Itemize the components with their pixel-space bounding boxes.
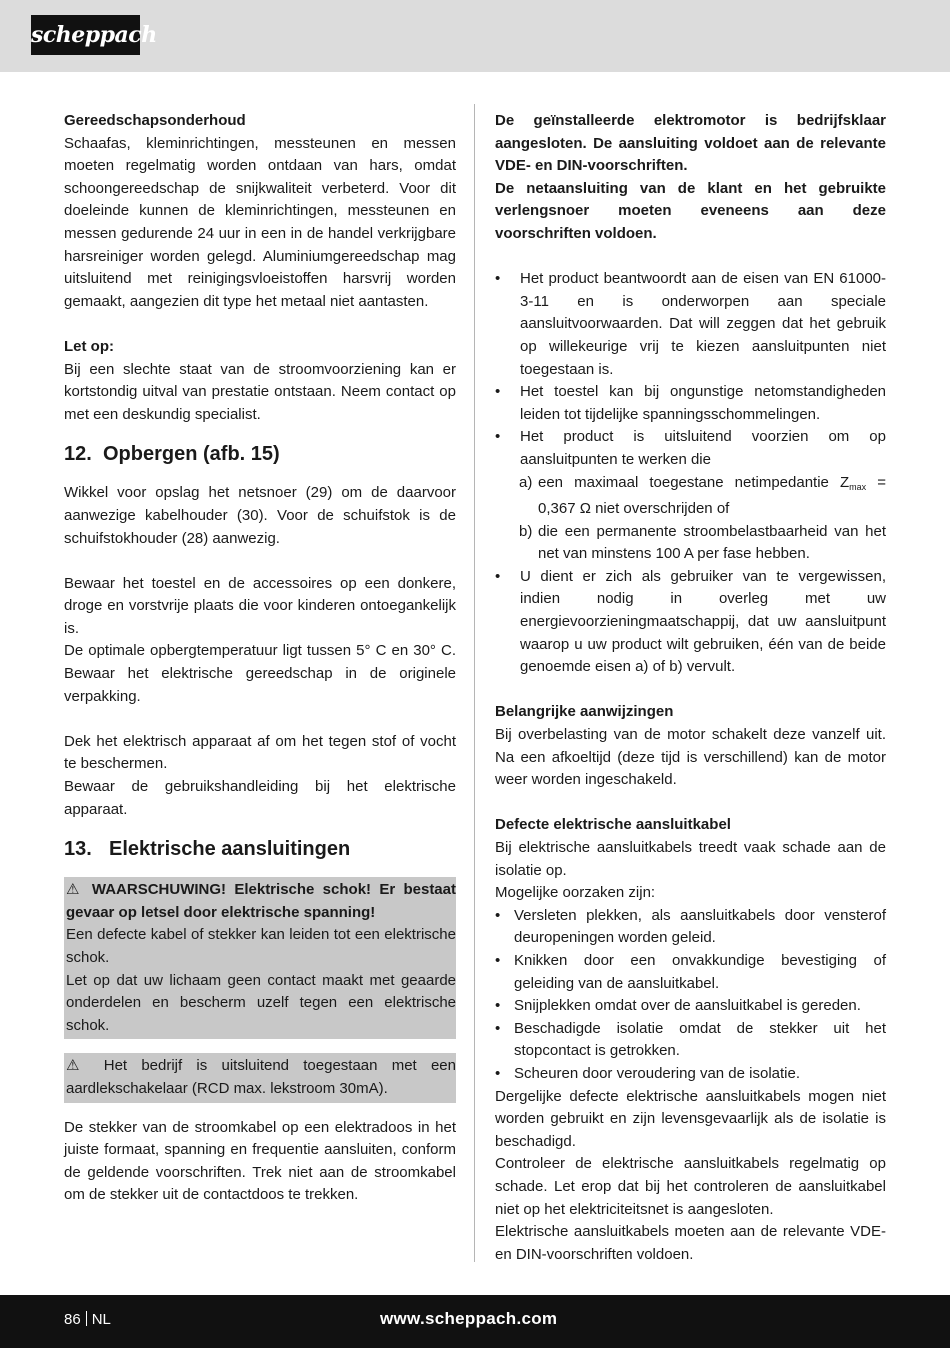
paragraph-opbergen-4: Dek het elektrisch apparaat af om het tegen stof of vocht te beschermen. <box>64 732 456 773</box>
requirements-list <box>495 268 886 471</box>
sub-item-text-rest: = 0,367 Ω niet overschrijden of <box>538 473 886 518</box>
list-item: • Het product is uitsluitend voorzien om op aansluitpunten te werken die <box>495 426 886 471</box>
heading-let-op: Let op: <box>64 337 114 355</box>
paragraph-let-op: Bij een slechte staat van de stroomvoorziening kan er kortstondig uitval van prestatie ontstaan. Neem contact op met een deskundig specialist. <box>64 360 456 423</box>
page-header <box>0 0 950 72</box>
paragraph-defect-1: Bij elektrische aansluitkabels treedt vaak schade aan de isolatie op. <box>495 839 886 879</box>
paragraph-opbergen-5: Bewaar de gebruikshandleiding bij het elektrische apparaat. <box>64 778 456 818</box>
sub-item-a <box>495 472 886 521</box>
paragraph-defect-4: Controleer de elektrische aansluitkabels regelmatig op schade. Let erop dat bij het controleren de aansluitkabel niet op het elektriciteitsnet is aangesloten. <box>495 1155 886 1218</box>
sub-item-label: a) <box>519 473 533 491</box>
subscript-max: max <box>849 481 867 492</box>
paragraph-opbergen-1: Wikkel voor opslag het netsnoer (29) om de daarvoor aanwezige kabelhouder (30). Voor de schuifstok is de schuifstokhouder (28) aanwezig. <box>64 484 456 547</box>
warning-text-1: Een defecte kabel of stekker kan leiden tot een elektrische schok. <box>66 926 456 966</box>
warning-box-electric-shock <box>64 877 456 1039</box>
paragraph-belangrijk: Bij overbelasting van de motor schakelt deze vanzelf uit. Na een afkoeltijd (deze tijd is verschillend) kan de motor weer worden ingeschakeld. <box>495 726 886 789</box>
left-column <box>64 110 456 1207</box>
warning-text-2: Let op dat uw lichaam geen contact maakt met geaarde onderdelen en bescherm uzelf tegen een elektrische schok. <box>66 971 456 1034</box>
causes-list <box>495 905 886 1086</box>
separator <box>86 1311 87 1326</box>
section-heading-12 <box>64 440 456 468</box>
list-item: • Versleten plekken, als aansluitkabels door vensterof deuropeningen worden geleid. <box>495 905 886 950</box>
list-item: • Scheuren door veroudering van de isolatie. <box>495 1063 886 1086</box>
list-item: • Het product beantwoordt aan de eisen van EN 61000-3-11 en is onderworpen aan speciale aansluitvoorwaarden. Dat will zeggen dat het gebruik op willekeurige vrij te kiezen aansluitpunten niet toegestaan is. <box>495 268 886 381</box>
heading-gereedschapsonderhoud: Gereedschapsonderhoud <box>64 112 246 129</box>
paragraph-onderhoud: Schaafas, kleminrichtingen, messteunen en messen moeten regelmatig worden ontdaan van hars, omdat schoongereedschap de snijkwaliteit verbeterd. Voor dit doeleinde kunnen de kleminrichtingen, messteunen en messen gedurende 24 uur in een in de handel verkrijgbare harsreiniger worden gelegd. Aluminiumgereedschap mag uitsluitend met reinigingsvloeistoffen harsvrij worden gemaakt, aangezien dit type het metaal niet aantasten. <box>64 134 456 310</box>
paragraph-stekker: De stekker van de stroomkabel op een elektradoos in het juiste formaat, spanning en frequentie aansluiten, conform de geldende voorschriften. Trek niet aan de stroomkabel om de stekker uit de contactdoos te trekken. <box>64 1118 456 1204</box>
paragraph-defect-2: Mogelijke oorzaken zijn: <box>495 884 656 902</box>
warning-title: ⚠ WAARSCHUWING! Elektrische schok! Er bestaat gevaar op letsel door elektrische spanning! <box>66 881 456 921</box>
warning-box-rcd <box>64 1053 456 1102</box>
list-item: • U dient er zich als gebruiker van te vergewissen, indien nodig in overleg met uw energievoorzieningmaatschappij, dat uw aansluitpunt waarop u uw product wilt gebruiken, één van de beide genoemde eisen a) of b) vervult. <box>495 566 886 679</box>
column-divider <box>474 104 475 1262</box>
section-heading-13 <box>64 835 456 863</box>
list-item: • Snijplekken omdat over de aansluitkabel is gereden. <box>495 995 886 1018</box>
paragraph-defect-5: Elektrische aansluitkabels moeten aan de relevante VDE- en DIN-voorschriften voldoen. <box>495 1223 886 1263</box>
list-item: • Het toestel kan bij ongunstige netomstandigheden leiden tot tijdelijke spanningsschommelingen. <box>495 381 886 426</box>
page-number: 86 <box>64 1311 81 1328</box>
sub-item-text: een maximaal toegestane netimpedantie Z <box>538 473 850 491</box>
bold-statement-motor: De geïnstalleerde elektromotor is bedrijfsklaar aangesloten. De aansluiting voldoet aan de relevante VDE- en DIN-voorschriften. <box>495 112 886 175</box>
section-title: Elektrische aansluitingen <box>109 838 351 861</box>
list-item: • Beschadigde isolatie omdat de stekker uit het stopcontact is getrokken. <box>495 1018 886 1063</box>
page-footer <box>0 1295 950 1348</box>
section-number: 13. <box>64 838 92 861</box>
sub-item-text: die een permanente stroombelastbaarheid van het net van minstens 100 A per fase hebben. <box>538 522 886 563</box>
requirements-list-last <box>495 566 886 679</box>
section-number: 12. <box>64 443 92 466</box>
brand-logo: scheppach <box>31 15 140 55</box>
website-link[interactable]: www.scheppach.com <box>380 1309 558 1328</box>
bold-statement-netaansluiting: De netaansluiting van de klant en het gebruikte verlengsnoer moeten eveneens aan deze voorschriften voldoen. <box>495 179 886 242</box>
section-title: Opbergen (afb. 15) <box>103 443 280 466</box>
paragraph-defect-3: Dergelijke defecte elektrische aansluitkabels mogen niet worden gebruikt en zijn levensgevaarlijk als de isolatie is beschadigd. <box>495 1087 886 1150</box>
right-column <box>495 110 886 1266</box>
language-code: NL <box>91 1311 111 1328</box>
sub-item-label: b) <box>519 522 533 540</box>
paragraph-opbergen-2: Bewaar het toestel en de accessoires op een donkere, droge en vorstvrije plaats die voor kinderen ontoegankelijk is. <box>64 574 456 637</box>
paragraph-opbergen-3: De optimale opbergtemperatuur ligt tussen 5° C en 30° C. Bewaar het elektrische gereedschap in de originele verpakking. <box>64 642 456 705</box>
heading-belangrijke-aanwijzingen: Belangrijke aanwijzingen <box>495 703 674 721</box>
sub-item-b <box>495 521 886 566</box>
warning-text-rcd: ⚠ Het bedrijf is uitsluitend toegestaan met een aardlekschakelaar (RCD max. lekstroom 30mA). <box>66 1057 456 1097</box>
list-item: • Knikken door een onvakkundige bevestiging of geleiding van de aansluitkabel. <box>495 950 886 995</box>
heading-defecte-kabel: Defecte elektrische aansluitkabel <box>495 816 731 834</box>
page-number-label <box>64 1309 111 1331</box>
